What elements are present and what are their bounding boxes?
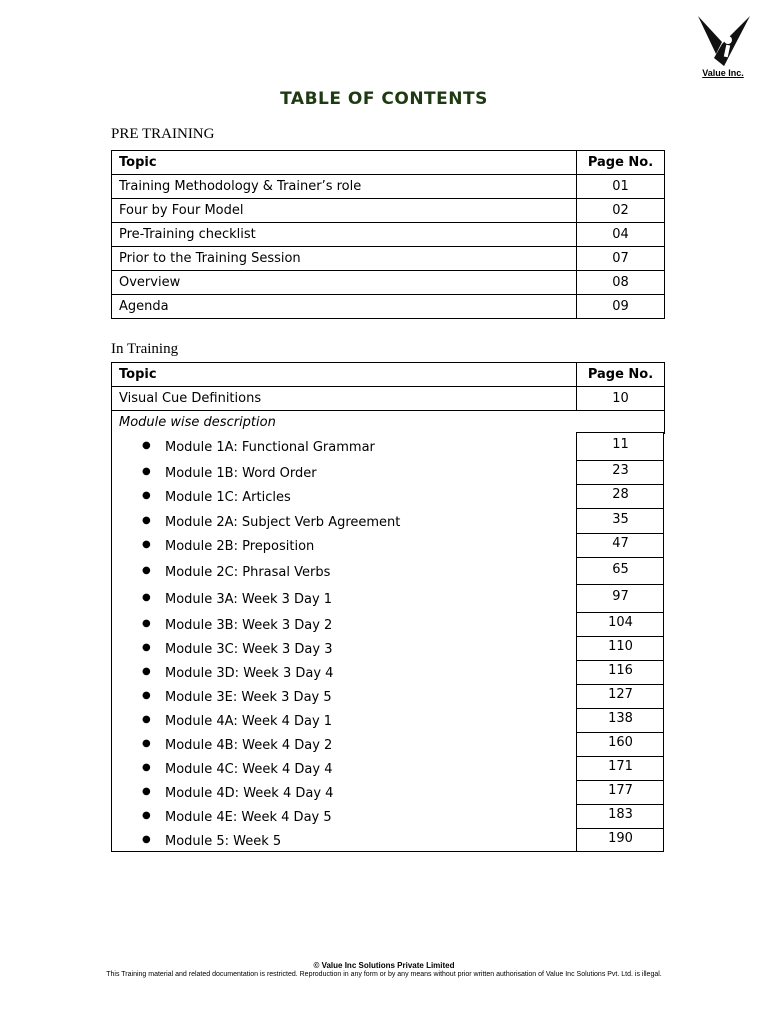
- topic-cell: Four by Four Model: [112, 199, 577, 223]
- list-item: [112, 828, 663, 852]
- bullet-icon: ●: [142, 714, 151, 725]
- bullet-icon: ●: [142, 539, 151, 550]
- table-row: [112, 223, 665, 247]
- bullet-icon: ●: [142, 810, 151, 821]
- module-label: Module 3A: Week 3 Day 1: [165, 592, 333, 607]
- module-page-number: 177: [576, 780, 664, 804]
- module-page-number: 47: [576, 533, 664, 557]
- module-label: Module 5: Week 5: [165, 834, 282, 849]
- page-cell: 02: [577, 199, 665, 223]
- module-page-number: 104: [576, 612, 664, 636]
- module-label: Module 1A: Functional Grammar: [165, 440, 375, 455]
- logo-text: Value Inc.: [702, 68, 744, 78]
- topic-cell: Prior to the Training Session: [112, 247, 577, 271]
- page-cell: 04: [577, 223, 665, 247]
- topic-cell: Visual Cue Definitions: [112, 387, 577, 411]
- module-page-number: 110: [576, 636, 664, 660]
- module-page-number: 190: [576, 828, 664, 852]
- in-training-table: [111, 362, 665, 434]
- list-item: [112, 636, 663, 660]
- module-page-number: 35: [576, 508, 664, 533]
- table-row: [112, 271, 665, 295]
- table-row: [112, 411, 665, 435]
- page-cell: 10: [577, 387, 665, 411]
- list-item: [112, 684, 663, 708]
- topic-cell: Pre-Training checklist: [112, 223, 577, 247]
- module-page-number: 65: [576, 557, 664, 584]
- in-training-heading: In Training: [111, 341, 179, 357]
- bullet-icon: ●: [142, 834, 151, 845]
- page-cell: 08: [577, 271, 665, 295]
- module-label: Module 2A: Subject Verb Agreement: [165, 515, 401, 530]
- table-row: [112, 295, 665, 319]
- company-logo: [694, 14, 754, 80]
- pre-training-heading: PRE TRAINING: [111, 126, 215, 142]
- list-item: [112, 756, 663, 780]
- column-header-topic: Topic: [112, 151, 577, 175]
- bullet-icon: ●: [142, 490, 151, 501]
- list-item: [112, 584, 663, 612]
- module-description-header: Module wise description: [112, 411, 665, 435]
- module-page-number: 183: [576, 804, 664, 828]
- bullet-icon: ●: [142, 466, 151, 477]
- module-page-number: 11: [576, 432, 664, 460]
- bullet-icon: ●: [142, 762, 151, 773]
- page-cell: 07: [577, 247, 665, 271]
- list-item: [112, 804, 663, 828]
- bullet-icon: ●: [142, 565, 151, 576]
- list-item: [112, 508, 663, 533]
- column-header-page: Page No.: [577, 363, 665, 387]
- list-item: [112, 460, 663, 484]
- page-title: TABLE OF CONTENTS: [280, 89, 488, 109]
- page-cell: 01: [577, 175, 665, 199]
- module-page-number: 160: [576, 732, 664, 756]
- list-item: [112, 660, 663, 684]
- page-cell: 09: [577, 295, 665, 319]
- list-item: [112, 708, 663, 732]
- module-label: Module 4D: Week 4 Day 4: [165, 786, 334, 801]
- table-row: [112, 175, 665, 199]
- module-label: Module 1C: Articles: [165, 490, 291, 505]
- module-label: Module 2B: Preposition: [165, 539, 315, 554]
- module-page-number: 127: [576, 684, 664, 708]
- footer-copyright: © Value Inc Solutions Private Limited: [313, 961, 455, 970]
- topic-cell: Overview: [112, 271, 577, 295]
- list-item: [112, 780, 663, 804]
- module-list: [111, 432, 664, 852]
- table-header-row: [112, 151, 665, 175]
- module-page-number: 28: [576, 484, 664, 508]
- module-page-number: 171: [576, 756, 664, 780]
- bullet-icon: ●: [142, 642, 151, 653]
- bullet-icon: ●: [142, 786, 151, 797]
- module-label: Module 1B: Word Order: [165, 466, 317, 481]
- module-label: Module 4A: Week 4 Day 1: [165, 714, 333, 729]
- pre-training-table: [111, 150, 665, 319]
- table-row: [112, 387, 665, 411]
- column-header-page: Page No.: [577, 151, 665, 175]
- bullet-icon: ●: [142, 618, 151, 629]
- list-item: [112, 557, 663, 584]
- module-label: Module 2C: Phrasal Verbs: [165, 565, 331, 580]
- table-row: [112, 199, 665, 223]
- module-label: Module 3B: Week 3 Day 2: [165, 618, 333, 633]
- module-page-number: 23: [576, 460, 664, 484]
- module-label: Module 3D: Week 3 Day 4: [165, 666, 334, 681]
- list-item: [112, 432, 663, 460]
- table-row: [112, 247, 665, 271]
- topic-cell: Agenda: [112, 295, 577, 319]
- module-label: Module 3C: Week 3 Day 3: [165, 642, 333, 657]
- column-header-topic: Topic: [112, 363, 577, 387]
- topic-cell: Training Methodology & Trainer’s role: [112, 175, 577, 199]
- bullet-icon: ●: [142, 592, 151, 603]
- module-label: Module 4B: Week 4 Day 2: [165, 738, 333, 753]
- bullet-icon: ●: [142, 690, 151, 701]
- list-item: [112, 732, 663, 756]
- table-header-row: [112, 363, 665, 387]
- bullet-icon: ●: [142, 666, 151, 677]
- list-item: [112, 612, 663, 636]
- module-page-number: 97: [576, 584, 664, 612]
- module-page-number: 116: [576, 660, 664, 684]
- value-inc-logo-icon: [694, 14, 754, 68]
- bullet-icon: ●: [142, 515, 151, 526]
- list-item: [112, 484, 663, 508]
- footer-legal: This Training material and related documentation is restricted. Reproduction in any form or by any means without prior written authorisation of Value Inc Solutions Pvt. Ltd. is illegal.: [106, 971, 662, 978]
- module-label: Module 4E: Week 4 Day 5: [165, 810, 332, 825]
- module-page-number: 138: [576, 708, 664, 732]
- bullet-icon: ●: [142, 440, 151, 451]
- module-label: Module 3E: Week 3 Day 5: [165, 690, 332, 705]
- list-item: [112, 533, 663, 557]
- bullet-icon: ●: [142, 738, 151, 749]
- module-label: Module 4C: Week 4 Day 4: [165, 762, 333, 777]
